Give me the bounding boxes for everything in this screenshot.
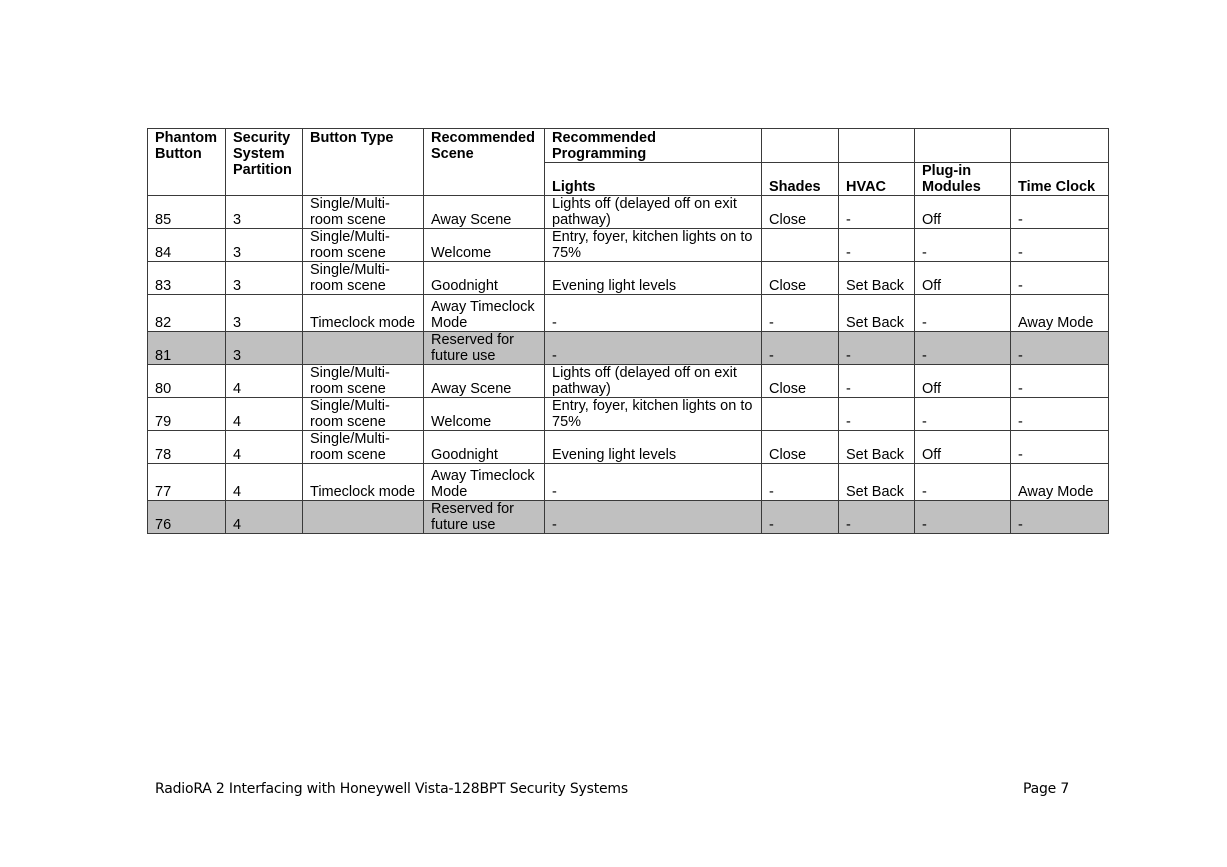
header-blank [839,129,915,163]
cell-security-partition: 3 [226,196,303,229]
cell-time-clock: - [1011,196,1109,229]
header-blank [1011,129,1109,163]
header-lights: Lights [545,163,762,196]
footer-page-number: Page 7 [1023,781,1070,797]
cell-recommended-scene: Welcome [424,229,545,262]
cell-shades: - [762,295,839,332]
table-row [148,464,1109,501]
cell-button-type: Single/Multi- room scene [303,229,424,262]
cell-button-type [303,501,424,534]
cell-recommended-scene: Welcome [424,398,545,431]
cell-hvac: - [839,196,915,229]
cell-lights: Entry, foyer, kitchen lights on to 75% [545,398,762,431]
header-hvac: HVAC [839,163,915,196]
cell-hvac: Set Back [839,295,915,332]
header-button-type: Button Type [303,129,424,196]
table-row [148,229,1109,262]
header-time-clock: Time Clock [1011,163,1109,196]
cell-shades: Close [762,431,839,464]
table-row [148,431,1109,464]
header-recommended-scene: Recommended Scene [424,129,545,196]
cell-phantom-button: 76 [148,501,226,534]
cell-security-partition: 4 [226,365,303,398]
cell-phantom-button: 80 [148,365,226,398]
cell-recommended-scene: Away Timeclock Mode [424,464,545,501]
cell-button-type: Single/Multi- room scene [303,196,424,229]
cell-hvac: - [839,501,915,534]
cell-lights: - [545,295,762,332]
cell-lights: - [545,501,762,534]
cell-phantom-button: 84 [148,229,226,262]
cell-lights: - [545,464,762,501]
cell-time-clock: Away Mode [1011,295,1109,332]
cell-time-clock: - [1011,365,1109,398]
cell-lights: - [545,332,762,365]
cell-security-partition: 4 [226,398,303,431]
cell-plugin-modules: - [915,464,1011,501]
cell-recommended-scene: Away Scene [424,196,545,229]
table-row [148,501,1109,534]
cell-shades: Close [762,196,839,229]
cell-shades: - [762,332,839,365]
cell-hvac: - [839,229,915,262]
cell-plugin-modules: - [915,501,1011,534]
cell-lights: Evening light levels [545,431,762,464]
cell-plugin-modules: Off [915,196,1011,229]
table-row [148,295,1109,332]
table-row [148,196,1109,229]
cell-plugin-modules: Off [915,431,1011,464]
cell-time-clock: - [1011,398,1109,431]
cell-hvac: - [839,365,915,398]
cell-shades: Close [762,262,839,295]
cell-time-clock: - [1011,501,1109,534]
cell-phantom-button: 83 [148,262,226,295]
programming-table [147,128,1109,534]
cell-button-type: Single/Multi- room scene [303,431,424,464]
cell-security-partition: 4 [226,431,303,464]
header-plugin-modules: Plug-in Modules [915,163,1011,196]
header-phantom-button: Phantom Button [148,129,226,196]
cell-hvac: Set Back [839,464,915,501]
cell-plugin-modules: - [915,332,1011,365]
cell-time-clock: - [1011,262,1109,295]
cell-shades: Close [762,365,839,398]
cell-hvac: - [839,332,915,365]
cell-time-clock: - [1011,332,1109,365]
cell-phantom-button: 78 [148,431,226,464]
cell-shades [762,398,839,431]
cell-button-type: Timeclock mode [303,295,424,332]
table-row [148,398,1109,431]
table-row [148,365,1109,398]
cell-time-clock: - [1011,229,1109,262]
cell-time-clock: - [1011,431,1109,464]
cell-security-partition: 4 [226,501,303,534]
table-row [148,332,1109,365]
cell-security-partition: 3 [226,295,303,332]
cell-button-type [303,332,424,365]
cell-lights: Lights off (delayed off on exit pathway) [545,365,762,398]
cell-plugin-modules: - [915,398,1011,431]
cell-plugin-modules: - [915,229,1011,262]
cell-phantom-button: 82 [148,295,226,332]
cell-button-type: Single/Multi- room scene [303,365,424,398]
cell-phantom-button: 81 [148,332,226,365]
table-row [148,262,1109,295]
cell-hvac: Set Back [839,262,915,295]
header-security-partition: Security System Partition [226,129,303,196]
cell-recommended-scene: Goodnight [424,262,545,295]
cell-security-partition: 4 [226,464,303,501]
cell-phantom-button: 85 [148,196,226,229]
cell-security-partition: 3 [226,332,303,365]
cell-shades: - [762,501,839,534]
cell-security-partition: 3 [226,262,303,295]
header-blank [762,129,839,163]
cell-lights: Lights off (delayed off on exit pathway) [545,196,762,229]
cell-plugin-modules: Off [915,365,1011,398]
cell-button-type: Single/Multi- room scene [303,398,424,431]
header-recommended-programming: Recommended Programming [545,129,762,163]
cell-hvac: Set Back [839,431,915,464]
header-blank [915,129,1011,163]
cell-recommended-scene: Goodnight [424,431,545,464]
cell-plugin-modules: - [915,295,1011,332]
footer-document-title: RadioRA 2 Interfacing with Honeywell Vista-128BPT Security Systems [155,781,628,797]
cell-button-type: Single/Multi- room scene [303,262,424,295]
cell-shades: - [762,464,839,501]
cell-button-type: Timeclock mode [303,464,424,501]
cell-phantom-button: 77 [148,464,226,501]
cell-recommended-scene: Away Scene [424,365,545,398]
cell-recommended-scene: Away Timeclock Mode [424,295,545,332]
header-shades: Shades [762,163,839,196]
cell-recommended-scene: Reserved for future use [424,332,545,365]
cell-phantom-button: 79 [148,398,226,431]
cell-shades [762,229,839,262]
cell-lights: Evening light levels [545,262,762,295]
cell-recommended-scene: Reserved for future use [424,501,545,534]
cell-plugin-modules: Off [915,262,1011,295]
cell-time-clock: Away Mode [1011,464,1109,501]
cell-hvac: - [839,398,915,431]
cell-lights: Entry, foyer, kitchen lights on to 75% [545,229,762,262]
cell-security-partition: 3 [226,229,303,262]
